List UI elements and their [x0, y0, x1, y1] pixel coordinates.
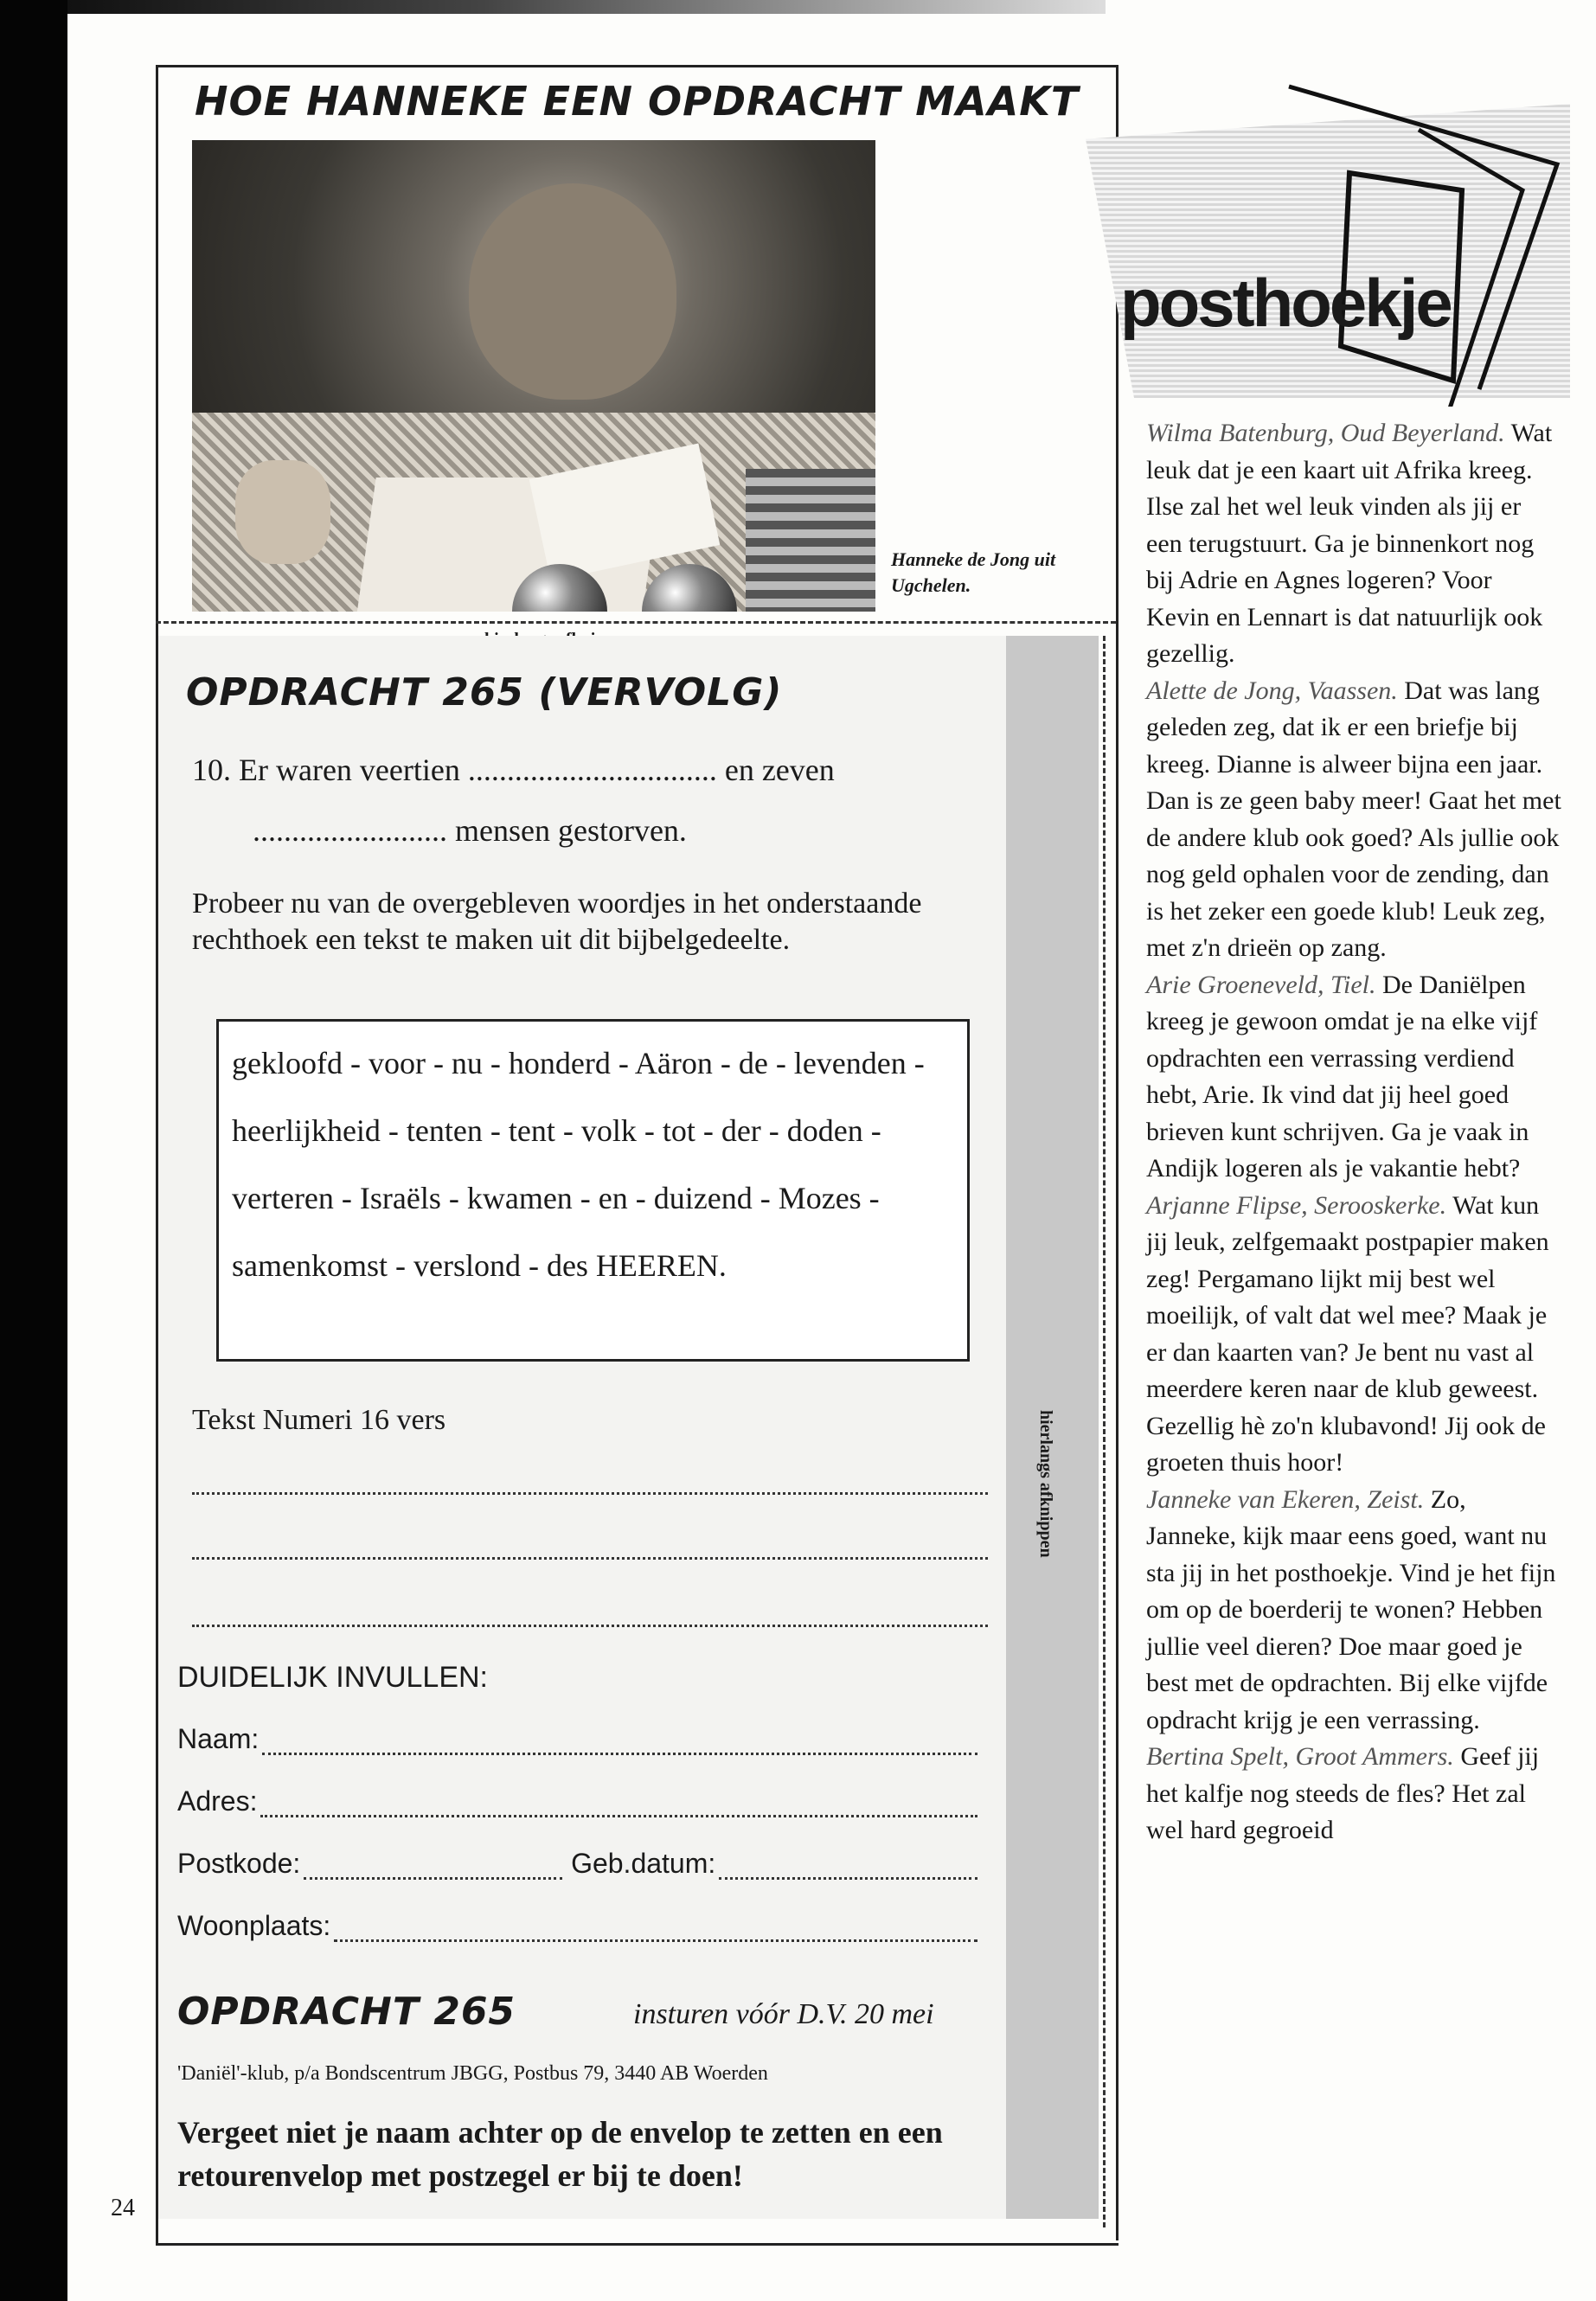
- letter-1-text: Dat was lang geleden zeg, dat ik er een briefje bij kreeg. Dianne is alweer bijna een jaar. Dan is ze geen baby meer! Gaat het met de andere klub ook goed? Als jullie ook nog geld ophalen voor de zending, dan is het zeker een goede klub! Leuk zeg, met z'n drieën op zang.: [1146, 676, 1561, 962]
- birthdate-label: Geb.datum:: [571, 1848, 716, 1879]
- address-field[interactable]: [177, 1785, 977, 1817]
- address-label: Adres:: [177, 1785, 258, 1817]
- word-list: gekloofd - voor - nu - honderd - Aäron - de - levenden - heerlijkheid - tenten - tent - volk - tot - der - doden - verteren - Israëls - kwamen - en - duizend - Mozes - samenkomst - verslond - des HEEREN.: [232, 1046, 925, 1283]
- deadline: insturen vóór D.V. 20 mei: [633, 1998, 934, 2030]
- question-10-cont: ......................... mensen gestorven.: [253, 813, 687, 848]
- postcode-label: Postkode:: [177, 1848, 301, 1879]
- letter-1-name: Alette de Jong, Vaassen.: [1146, 676, 1398, 705]
- name-label: Naam:: [177, 1723, 260, 1754]
- cut-line-vertical: [1103, 636, 1106, 2227]
- binding-edge: [0, 0, 67, 2301]
- letter-4-text: Zo, Janneke, kijk maar eens goed, want nu sta jij in het posthoekje. Vind je het fijn om op de boerderij te wonen? Hebben jullie veel dieren? Doe maar goed je best met de opdrachten. Bij elke vijfde opdracht krijg je een verrassing.: [1146, 1484, 1556, 1734]
- top-edge: [67, 0, 1106, 14]
- residence-field[interactable]: [177, 1910, 977, 1942]
- letter-3-name: Arjanne Flipse, Serooskerke.: [1146, 1190, 1447, 1220]
- name-field[interactable]: [177, 1723, 977, 1755]
- letter-0-text: Wat leuk dat je een kaart uit Afrika kreeg. Ilse zal het wel leuk vinden als jij er een terugstuurt. Ga je binnenkort nog bij Adrie en Agnes logeren? Voor Kevin en Lennart is dat natuurlijk ook gezellig.: [1146, 419, 1553, 668]
- question-10: 10. Er waren veertien ................................ en zeven: [192, 753, 835, 787]
- text-reference: Tekst Numeri 16 vers: [192, 1404, 446, 1436]
- assignment-heading: OPDRACHT 265 (VERVOLG): [186, 670, 783, 715]
- footer-heading: OPDRACHT 265: [177, 1990, 516, 2034]
- letter-5-name: Bertina Spelt, Groot Ammers.: [1146, 1742, 1454, 1771]
- letter-2-text: De Daniëlpen kreeg je gewoon omdat je na elke vijf opdrachten een verrassing verdiend hebt, Arie. Ik vind dat jij heel goed brieven kunt schrijven. Ga je vaak in Andijk logeren als je vakantie hebt?: [1146, 970, 1538, 1183]
- instruction: Probeer nu van de overgebleven woordjes in het onderstaande rechthoek een tekst te maken uit dit bijbelgedeelte.: [192, 888, 922, 956]
- letter-4-name: Janneke van Ekeren, Zeist.: [1146, 1484, 1425, 1514]
- letter-2-name: Arie Groeneveld, Tiel.: [1146, 970, 1376, 999]
- fill-clearly-label: DUIDELIJK INVULLEN:: [177, 1661, 488, 1694]
- photo-caption: Hanneke de Jong uit Ugchelen.: [891, 548, 1056, 596]
- cut-line: [156, 621, 1116, 624]
- column-divider: [1116, 65, 1118, 2240]
- envelope-graphic: [1280, 78, 1574, 407]
- postal-address: 'Daniël'-klub, p/a Bondscentrum JBGG, Postbus 79, 3440 AB Woerden: [177, 2062, 768, 2085]
- letter-0-name: Wilma Batenburg, Oud Beyerland.: [1146, 419, 1505, 447]
- page-number: 24: [111, 2195, 135, 2221]
- page-title: HOE HANNEKE EEN OPDRACHT MAAKT: [195, 78, 1080, 125]
- answer-line-3[interactable]: [192, 1625, 988, 1627]
- reminder: Vergeet niet je naam achter op de envelop te zetten en een retourenvelop met postzegel er bij te doen!: [177, 2115, 943, 2193]
- posthoekje-title: posthoekje: [1120, 265, 1451, 341]
- residence-label: Woonplaats:: [177, 1910, 331, 1941]
- answer-line-1[interactable]: [192, 1492, 988, 1495]
- letters-column: [1146, 415, 1561, 1849]
- letter-5-text: Geef jij het kalfje nog steeds de fles? Het zal wel hard gegroeid: [1146, 1742, 1540, 1844]
- photo-girl-doing-assignment: [192, 140, 875, 612]
- answer-line-2[interactable]: [192, 1557, 988, 1560]
- letter-3-text: Wat kun jij leuk, zelfgemaakt postpapier maken zeg! Pergamano lijkt mij best wel moeilijk, of valt dat wel mee? Maak je er dan kaarten van? Je bent nu vast al meerdere keren naar de klub geweest. Gezellig hè zo'n klubavond! Jij ook de groeten thuis hoor!: [1146, 1190, 1549, 1477]
- cut-label-vertical: hierlangs afknippen: [1036, 1410, 1055, 1558]
- postcode-birthdate-field[interactable]: [177, 1848, 977, 1880]
